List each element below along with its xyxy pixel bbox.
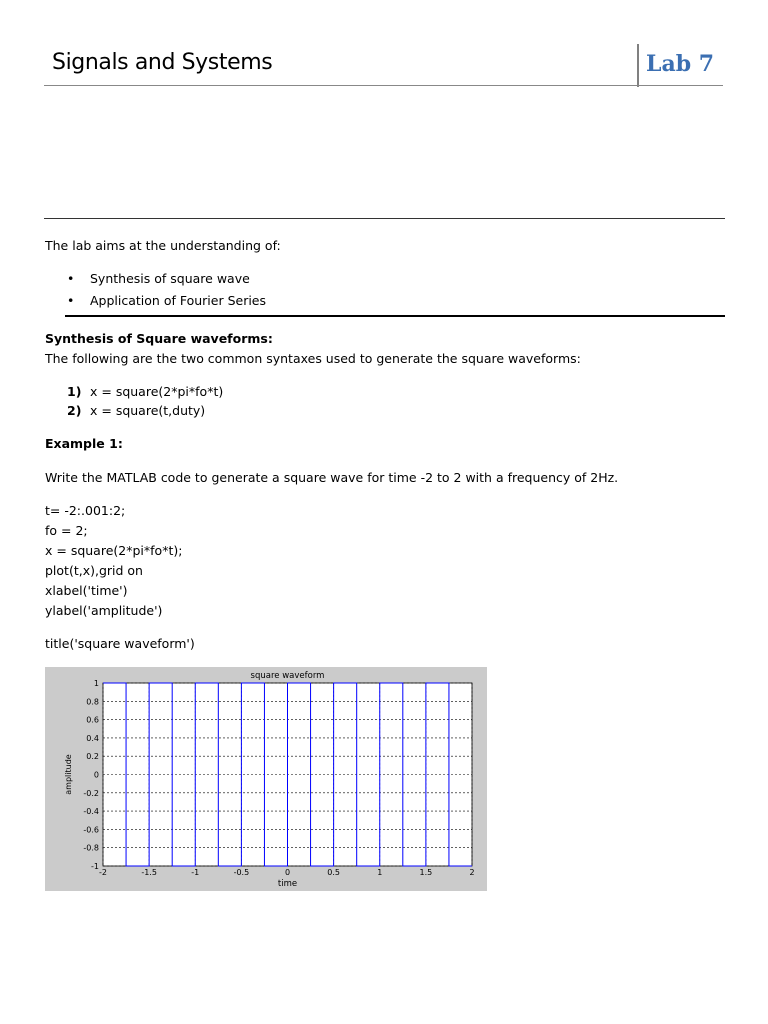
- section-rule: [44, 218, 725, 219]
- syntax-number: 2): [67, 403, 82, 418]
- syntax-code: x = square(2*pi*fo*t): [90, 384, 224, 399]
- y-tick-label: 1: [93, 679, 99, 688]
- y-tick-label: 0.2: [86, 752, 99, 762]
- y-tick-label: -0.4: [83, 807, 99, 817]
- x-axis-label: time: [277, 879, 298, 889]
- section-text: The following are the two common syntaxes used to generate the square waveforms:: [45, 351, 581, 366]
- bullet-item: Application of Fourier Series: [90, 293, 267, 308]
- x-tick-label: 0.5: [327, 868, 340, 877]
- x-tick-label: 1: [377, 868, 383, 877]
- lab-number: Lab 7: [646, 51, 715, 77]
- y-tick-label: 0.8: [86, 697, 99, 707]
- x-tick-label: 2: [469, 868, 475, 877]
- y-axis-label: amplitude: [64, 754, 73, 795]
- example-heading: Example 1:: [45, 436, 123, 451]
- bullet-dot: •: [67, 293, 75, 308]
- code-line: t= -2:.001:2;: [45, 503, 126, 518]
- x-tick-label: -1: [191, 868, 200, 877]
- bullet-rule: [65, 315, 725, 317]
- y-tick-label: 0.4: [86, 733, 99, 743]
- document-title: Signals and Systems: [52, 50, 273, 75]
- x-tick-label: 1.5: [419, 868, 433, 877]
- bullet-item: Synthesis of square wave: [90, 271, 250, 286]
- x-tick-label: -2: [99, 868, 107, 877]
- x-tick-label: -1.5: [141, 868, 157, 877]
- y-tick-label: -1: [91, 862, 99, 871]
- intro-text: The lab aims at the understanding of:: [45, 238, 281, 253]
- example-task: Write the MATLAB code to generate a square wave for time -2 to 2 with a frequency of 2Hz.: [45, 470, 619, 485]
- x-tick-label: 0: [284, 868, 291, 877]
- code-line: plot(t,x),grid on: [45, 563, 143, 578]
- y-tick-label: -0.2: [83, 788, 99, 798]
- code-line: ylabel('amplitude'): [45, 603, 163, 618]
- syntax-number: 1): [67, 384, 82, 399]
- header-divider: [637, 44, 639, 87]
- bullet-dot: •: [67, 271, 75, 286]
- code-line-title: title('square waveform'): [45, 636, 195, 651]
- code-line: fo = 2;: [45, 523, 88, 538]
- y-tick-label: 0.6: [86, 715, 99, 725]
- x-tick-label: -0.5: [233, 868, 250, 877]
- y-tick-label: -0.8: [83, 843, 99, 853]
- y-tick-label: 0: [93, 770, 99, 780]
- code-line: xlabel('time'): [45, 583, 128, 598]
- syntax-code: x = square(t,duty): [90, 403, 206, 418]
- header-rule: [44, 85, 723, 86]
- y-tick-label: -0.6: [83, 825, 99, 835]
- chart-title: square waveform: [250, 671, 325, 681]
- code-line: x = square(2*pi*fo*t);: [45, 543, 183, 558]
- section-heading: Synthesis of Square waveforms:: [45, 331, 273, 346]
- square-wave-plot: [45, 667, 487, 891]
